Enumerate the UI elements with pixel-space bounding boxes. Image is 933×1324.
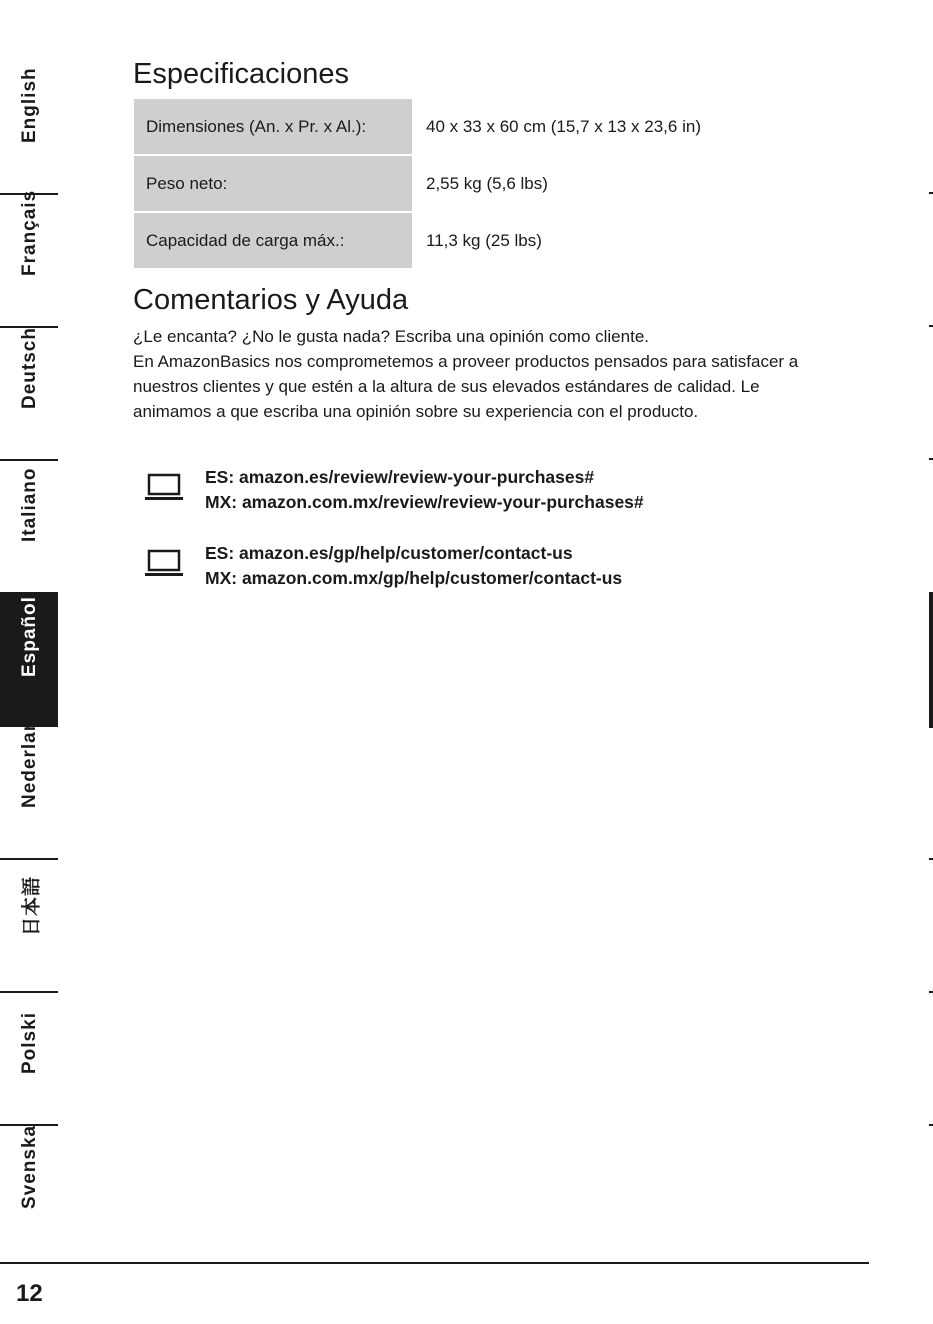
lang-tab-label: Italiano <box>19 467 40 542</box>
feedback-title: Comentarios y Ayuda <box>133 284 409 316</box>
review-link-mx[interactable]: MX: amazon.com.mx/review/review-your-purchases# <box>205 492 644 512</box>
lang-tab-francais[interactable] <box>0 189 58 328</box>
edge-mark <box>929 458 933 460</box>
lang-tab-label: Deutsch <box>19 327 40 409</box>
edge-mark <box>929 991 933 993</box>
footer-divider <box>0 1262 869 1264</box>
lang-tab-label: English <box>19 67 40 143</box>
spec-label: Dimensiones (An. x Pr. x Al.): <box>134 99 412 155</box>
edge-mark <box>929 325 933 327</box>
laptop-icon <box>145 549 183 579</box>
lang-tab-svenska[interactable] <box>0 1126 58 1259</box>
table-row <box>134 212 846 268</box>
edge-mark <box>929 192 933 194</box>
lang-tab-deutsch[interactable] <box>0 328 58 461</box>
lang-tab-label: Polski <box>19 1012 40 1074</box>
lang-tab-label: Español <box>19 596 40 677</box>
laptop-icon <box>145 473 183 503</box>
specs-title: Especificaciones <box>133 58 349 90</box>
feedback-intro: ¿Le encanta? ¿No le gusta nada? Escriba una opinión como cliente. <box>133 327 649 346</box>
feedback-text <box>133 324 833 424</box>
spec-label: Peso neto: <box>134 155 412 212</box>
edge-mark <box>929 1124 933 1126</box>
table-row <box>134 155 846 212</box>
lang-tab-label: Nederlands <box>19 694 40 808</box>
spec-value: 2,55 kg (5,6 lbs) <box>412 155 846 212</box>
contact-link-mx[interactable]: MX: amazon.com.mx/gp/help/customer/contact-us <box>205 568 623 588</box>
feedback-body: En AmazonBasics nos comprometemos a proveer productos pensados para satisfacer a nuestros clientes y que estén a la altura de sus elevados estándares de calidad. Le animamos a que escriba una opinión sobre su experiencia con el producto. <box>133 352 799 421</box>
table-row <box>134 99 846 155</box>
page-number: 12 <box>16 1280 43 1307</box>
lang-tab-label: 日本語 <box>21 875 43 936</box>
lang-tab-label: Français <box>19 189 40 276</box>
lang-tab-nederlands[interactable] <box>0 694 58 860</box>
specs-table <box>134 99 846 268</box>
review-link-es[interactable]: ES: amazon.es/review/review-your-purchases# <box>205 467 595 487</box>
spec-label: Capacidad de carga máx.: <box>134 212 412 268</box>
edge-mark <box>929 592 933 728</box>
contact-link-es[interactable]: ES: amazon.es/gp/help/customer/contact-us <box>205 543 573 563</box>
lang-tab-english[interactable] <box>0 62 58 195</box>
edge-mark <box>929 858 933 860</box>
lang-tab-label: Svenska <box>19 1124 40 1209</box>
spec-value: 40 x 33 x 60 cm (15,7 x 13 x 23,6 in) <box>426 116 701 136</box>
lang-tab-italiano[interactable] <box>0 461 58 594</box>
lang-tab-japanese[interactable] <box>0 860 58 993</box>
lang-tab-polski[interactable] <box>0 993 58 1126</box>
spec-value: 11,3 kg (25 lbs) <box>412 212 846 268</box>
